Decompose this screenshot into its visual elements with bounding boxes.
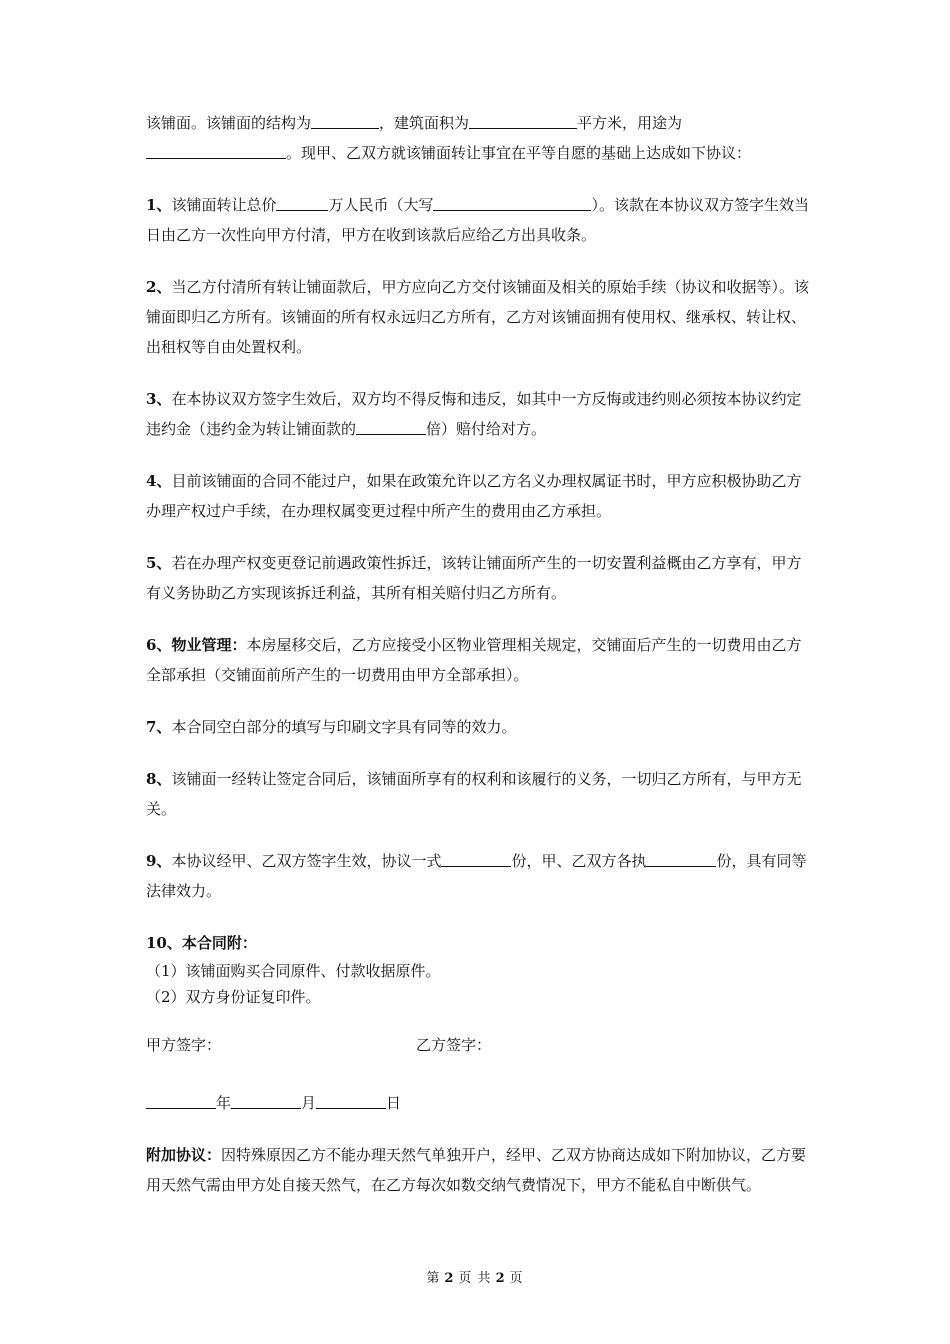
total-pages: 2	[495, 1271, 506, 1286]
clause-3: 3、在本协议双方签字生效后，双方均不得反悔和违反，如其中一方反悔或违约则必须按本协议约定违约金（违约金为转让铺面款的 倍）赔付给对方。	[146, 390, 802, 438]
clause-2: 2、当乙方付清所有转让铺面款后，甲方应向乙方交付该铺面及相关的原始手续（协议和收据等）。该铺面即归乙方所有。该铺面的所有权永远归乙方所有，乙方对该铺面拥有使用权、继承权、转让权、出租权等自由处置权利。	[146, 278, 809, 356]
month-blank[interactable]	[231, 1091, 301, 1109]
attachment-1: （1）该铺面购买合同原件、付款收据原件。	[146, 962, 441, 980]
clause-7: 7、本合同空白部分的填写与印刷文字具有同等的效力。	[146, 718, 517, 736]
price-blank[interactable]	[276, 193, 328, 211]
clause-9: 9、本协议经甲、乙双方签字生效，协议一式 份，甲、乙双方各执 份，具有同等法律效力。	[146, 846, 810, 906]
attachment-2: （2）双方身份证复印件。	[146, 988, 321, 1006]
clause-8: 8、该铺面一经转让签定合同后，该铺面所享有的权利和该履行的义务，一切归乙方所有，与甲方无关。	[146, 770, 802, 818]
penalty-blank[interactable]	[356, 417, 426, 435]
usage-blank[interactable]	[146, 141, 286, 159]
clause-5: 5、若在办理产权变更登记前遇政策性拆迁，该转让铺面所产生的一切安置利益概由乙方享有，甲方有义务协助乙方实现该拆迁利益，其所有相关赔付归乙方所有。	[146, 554, 802, 602]
structure-blank[interactable]	[311, 111, 379, 129]
year-blank[interactable]	[146, 1091, 216, 1109]
copies-each-blank[interactable]	[646, 849, 716, 867]
intro-line-2: 。现甲、乙双方就该铺面转让事宜在平等自愿的基础上达成如下协议：	[146, 138, 810, 168]
price-words-blank[interactable]	[433, 193, 591, 211]
contract-body	[146, 108, 810, 1200]
party-b-signature-label: 乙方签字：	[416, 1036, 492, 1054]
day-blank[interactable]	[316, 1091, 386, 1109]
copies-blank[interactable]	[441, 849, 511, 867]
addendum: 附加协议：因特殊原因乙方不能办理天然气单独开户，经甲、乙双方协商达成如下附加协议，乙方要用天然气需由甲方处自接天然气，在乙方每次如数交纳气费情况下，甲方不能私自中断供气。	[146, 1146, 807, 1194]
page-footer: 第 2 页 共 2 页	[426, 1271, 524, 1286]
intro-line-1: 该铺面。该铺面的结构为 ，建筑面积为 平方米，用途为	[146, 108, 810, 138]
clause-1: 1、该铺面转让总价 万人民币（大写 ）。该款在本协议双方签字生效当日由乙方一次性向甲方付清，甲方在收到该款后应给乙方出具收条。	[146, 190, 810, 250]
clause-4: 4、目前该铺面的合同不能过户，如果在政策允许以乙方名义办理权属证书时，甲方应积极协助乙方办理产权过户手续，在办理权属变更过程中所产生的费用由乙方承担。	[146, 472, 802, 520]
clause-6: 6、物业管理：本房屋移交后，乙方应接受小区物业管理相关规定，交铺面后产生的一切费用由乙方全部承担（交铺面前所产生的一切费用由甲方全部承担）。	[146, 636, 802, 684]
page-number: 2	[444, 1271, 455, 1286]
date-line: 年 月 日	[146, 1088, 810, 1118]
area-blank[interactable]	[469, 111, 577, 129]
party-a-signature-label: 甲方签字：	[146, 1036, 222, 1054]
signature-row	[146, 1030, 810, 1060]
clause-10-title: 10、本合同附：	[146, 934, 257, 952]
